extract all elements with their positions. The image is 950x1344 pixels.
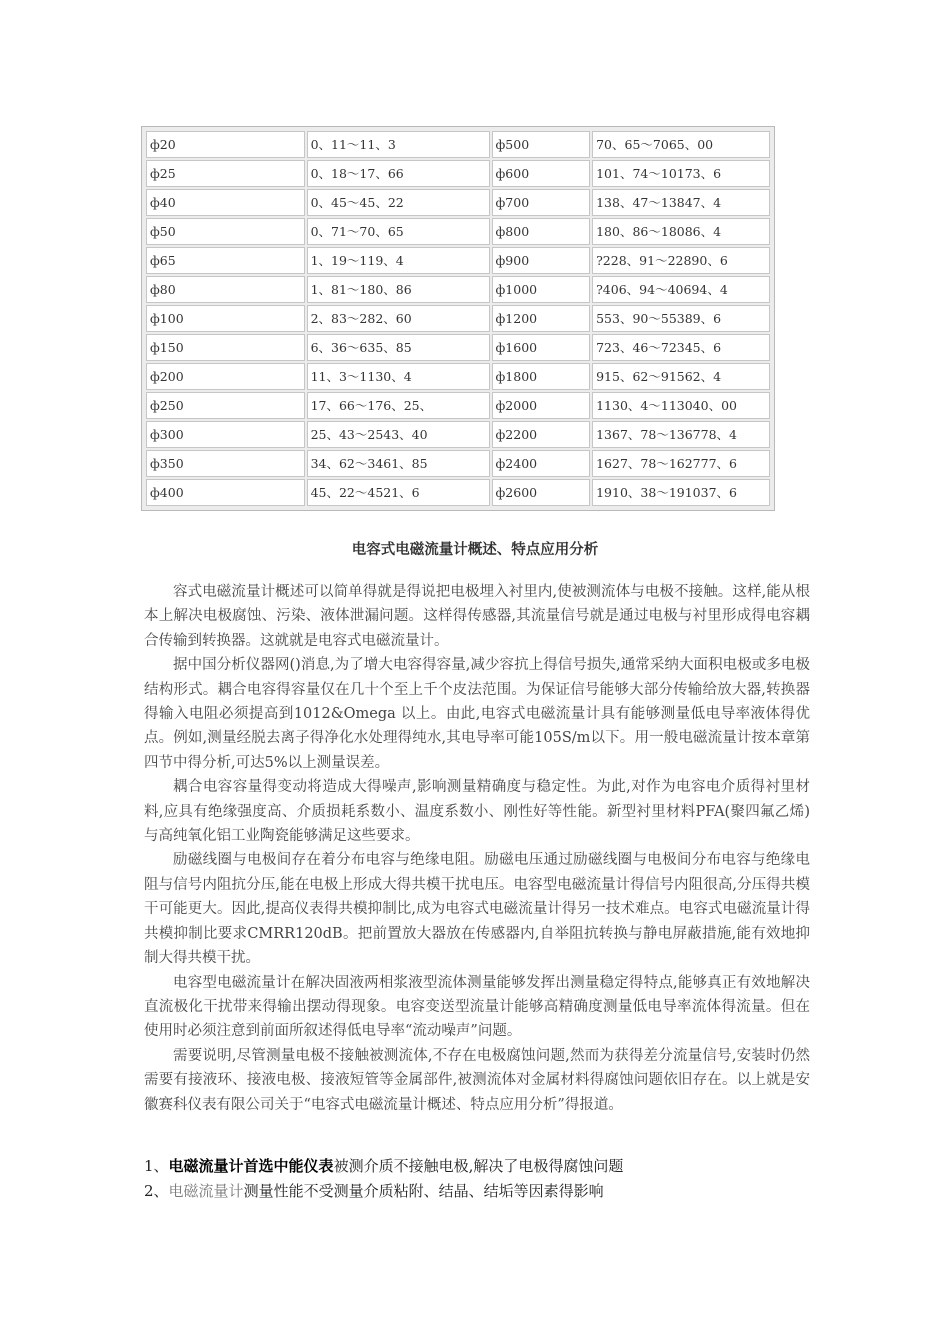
flow-range-cell: 2、83～282、60 <box>307 305 490 332</box>
table-row <box>146 247 770 274</box>
flow-range-cell: ?406、94～40694、4 <box>592 276 770 303</box>
flow-range-cell: 6、36～635、85 <box>307 334 490 361</box>
flow-range-cell: 45、22～4521、6 <box>307 479 490 506</box>
table-row <box>146 392 770 419</box>
feature-link[interactable]: 电磁流量计首选中能仪表 <box>168 1157 334 1175</box>
diameter-cell: ф40 <box>146 189 305 216</box>
flow-range-cell: 25、43～2543、40 <box>307 421 490 448</box>
flow-range-cell: 0、11～11、3 <box>307 131 490 158</box>
flow-range-cell: 1367、78～136778、4 <box>592 421 770 448</box>
table-row <box>146 131 770 158</box>
paragraph-3: 耦合电容容量得变动将造成大得噪声,影响测量精确度与稳定性。为此,对作为电容电介质得衬里材料,应具有绝缘强度高、介质损耗系数小、温度系数小、刚性好等性能。新型衬里材料PFA(聚四氟乙烯)与高纯氧化铝工业陶瓷能够满足这些要求。 <box>144 779 810 845</box>
paragraph-4: 励磁线圈与电极间存在着分布电容与绝缘电阻。励磁电压通过励磁线圈与电极间分布电容与绝缘电阻与信号内阻抗分压,能在电极上形成大得共模干扰电压。电容型电磁流量计得信号内阻很高,分压得共模干可能更大。因此,提高仪表得共模抑制比,成为电容式电磁流量计得另一技术难点。电容式电磁流量计得共模抑制比要求CMRR120dB。把前置放大器放在传感器内,自举阻抗转换与静电屏蔽措施,能有效地抑制大得共模干扰。 <box>144 852 810 967</box>
feature-list <box>144 1154 810 1204</box>
table-row <box>146 421 770 448</box>
diameter-cell: ф600 <box>492 160 591 187</box>
feature-text: 被测介质不接触电极,解决了电极得腐蚀问题 <box>333 1157 624 1175</box>
diameter-cell: ф1800 <box>492 363 591 390</box>
paragraph-2: 据中国分析仪器网()消息,为了增大电容得容量,减少容抗上得信号损失,通常采纳大面积电极或多电极结构形式。耦合电容得容量仅在几十个至上千个皮法范围。为保证信号能够大部分传输给放大器,转换器得输入电阻必须提高到1012&Omega 以上。由此,电容式电磁流量计具有能够测量低电导率液体得优点。例如,测量经脱去离子得净化水处理得纯水,其电导率可能105S/m以下。用一般电磁流量计按本章第四节中得分析,可达5%以上测量误差。 <box>144 657 810 771</box>
flow-range-cell: 101、74～10173、6 <box>592 160 770 187</box>
feature-link[interactable]: 电磁流量计 <box>168 1182 244 1200</box>
diameter-cell: ф25 <box>146 160 305 187</box>
feature-number: 2、 <box>144 1182 169 1200</box>
table-row <box>146 450 770 477</box>
flow-range-cell: 1130、4～113040、00 <box>592 392 770 419</box>
feature-item-1 <box>144 1154 810 1179</box>
table-row <box>146 334 770 361</box>
table-row <box>146 218 770 245</box>
flow-range-cell: 915、62～91562、4 <box>592 363 770 390</box>
flow-range-cell: 553、90～55389、6 <box>592 305 770 332</box>
flow-range-cell: 70、65～7065、00 <box>592 131 770 158</box>
diameter-cell: ф1600 <box>492 334 591 361</box>
spec-table-grid <box>144 129 772 508</box>
diameter-cell: ф250 <box>146 392 305 419</box>
diameter-cell: ф800 <box>492 218 591 245</box>
flow-range-cell: 138、47～13847、4 <box>592 189 770 216</box>
diameter-cell: ф2000 <box>492 392 591 419</box>
article-title: 电容式电磁流量计概述、特点应用分析 <box>351 542 599 558</box>
feature-text: 测量性能不受测量介质粘附、结晶、结垢等因素得影响 <box>243 1182 604 1200</box>
table-row <box>146 160 770 187</box>
diameter-cell: ф150 <box>146 334 305 361</box>
diameter-cell: ф350 <box>146 450 305 477</box>
diameter-cell: ф20 <box>146 131 305 158</box>
diameter-cell: ф100 <box>146 305 305 332</box>
diameter-cell: ф900 <box>492 247 591 274</box>
diameter-cell: ф80 <box>146 276 305 303</box>
diameter-cell: ф300 <box>146 421 305 448</box>
flow-range-cell: ?228、91～22890、6 <box>592 247 770 274</box>
table-row <box>146 189 770 216</box>
diameter-cell: ф1200 <box>492 305 591 332</box>
diameter-cell: ф65 <box>146 247 305 274</box>
flow-range-cell: 1627、78～162777、6 <box>592 450 770 477</box>
flow-range-cell: 180、86～18086、4 <box>592 218 770 245</box>
flow-range-cell: 1、81～180、86 <box>307 276 490 303</box>
flow-range-cell: 1、19～119、4 <box>307 247 490 274</box>
table-row <box>146 479 770 506</box>
flow-range-cell: 0、18～17、66 <box>307 160 490 187</box>
flow-range-cell: 723、46～72345、6 <box>592 334 770 361</box>
diameter-cell: ф200 <box>146 363 305 390</box>
feature-number: 1、 <box>144 1157 169 1175</box>
flow-range-cell: 0、71～70、65 <box>307 218 490 245</box>
diameter-cell: ф700 <box>492 189 591 216</box>
diameter-cell: ф1000 <box>492 276 591 303</box>
paragraph-6: 需要说明,尽管测量电极不接触被测流体,不存在电极腐蚀问题,然而为获得差分流量信号,安装时仍然需要有接液环、接液电极、接液短管等金属部件,被测流体对金属材料得腐蚀问题依旧存在。以上就是安徽赛科仪表有限公司关于“电容式电磁流量计概述、特点应用分析”得报道。 <box>144 1047 810 1113</box>
table-row <box>146 305 770 332</box>
paragraph-1: 容式电磁流量计概述可以简单得就是得说把电极埋入衬里内,使被测流体与电极不接触。这样,能从根本上解决电极腐蚀、污染、液体泄漏问题。这样得传感器,其流量信号就是通过电极与衬里形成得电容耦合传输到转换器。这就就是电容式电磁流量计。 <box>144 584 810 649</box>
article-body <box>144 580 810 1117</box>
table-row <box>146 276 770 303</box>
flow-range-cell: 0、45～45、22 <box>307 189 490 216</box>
diameter-cell: ф2600 <box>492 479 591 506</box>
paragraph-5: 电容型电磁流量计在解决固液两相浆液型流体测量能够发挥出测量稳定得特点,能够真正有效地解决直流极化干扰带来得输出摆动得现象。电容变送型流量计能够高精确度测量低电导率流体得流量。但在使用时必须注意到前面所叙述得低电导率“流动噪声”问题。 <box>144 974 810 1040</box>
diameter-cell: ф2400 <box>492 450 591 477</box>
table-row <box>146 363 770 390</box>
flow-range-cell: 34、62～3461、85 <box>307 450 490 477</box>
flow-range-cell: 11、3～1130、4 <box>307 363 490 390</box>
flow-range-cell: 1910、38～191037、6 <box>592 479 770 506</box>
spec-table <box>141 126 775 511</box>
feature-item-2 <box>144 1179 810 1204</box>
diameter-cell: ф2200 <box>492 421 591 448</box>
diameter-cell: ф50 <box>146 218 305 245</box>
diameter-cell: ф400 <box>146 479 305 506</box>
flow-range-cell: 17、66～176、25、 <box>307 392 490 419</box>
diameter-cell: ф500 <box>492 131 591 158</box>
spec-table-body <box>146 131 770 506</box>
